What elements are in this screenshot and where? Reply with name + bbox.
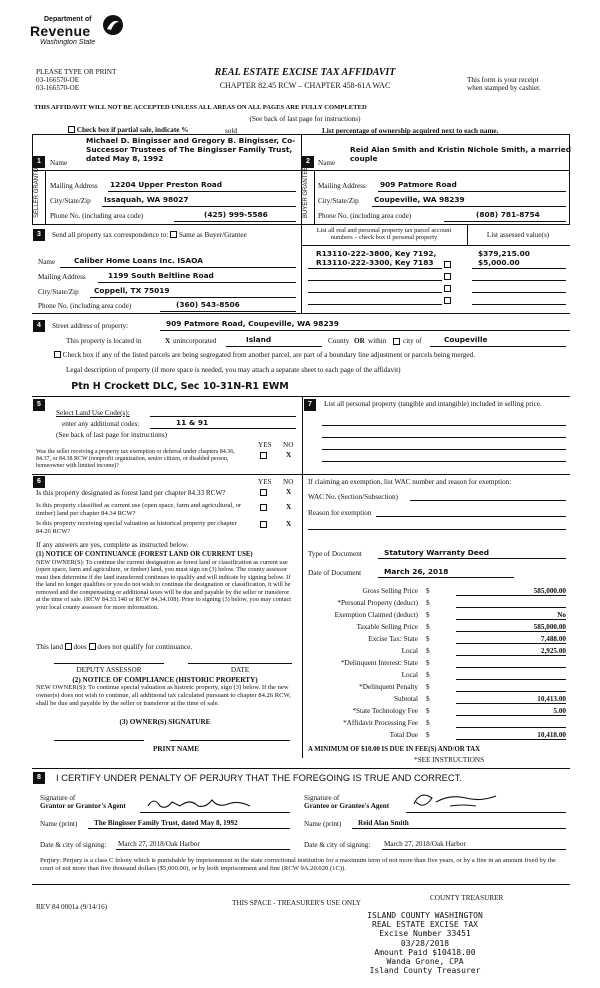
section-7-badge: 7: [304, 399, 316, 411]
tax-row-currency: $: [426, 611, 430, 619]
doc-date-label: Date of Document: [308, 569, 362, 577]
see-back-note: (See back of last page for instructions): [249, 115, 361, 123]
tax-row-label: *Affidavit Processing Fee: [343, 719, 418, 727]
buyer-name-line-1: Reid Alan Smith and Kristin Nichole Smith, a married: [350, 145, 572, 154]
personal-property-label: List all personal property (tangible and intangible) included in selling price.: [324, 400, 542, 408]
county-treasurer-label: COUNTY TREASURER: [430, 894, 504, 902]
grantor-sig-label-1: Signature of: [40, 794, 76, 802]
grantee-sig-label-2: Grantee or Grantee's Agent: [304, 802, 390, 811]
legal-label: Legal description of property (if more space is needed, you may attach a separate sheet to each page of the affidavit): [66, 366, 401, 374]
if-yes-note: If any answers are yes, complete as instructed below.: [36, 541, 189, 549]
receipt-note-2: when stamped by cashier.: [467, 84, 541, 92]
exemption-reason-label: Reason for exemption: [308, 509, 372, 517]
parcel-header-1: List all real and personal property tax parcel account: [316, 227, 452, 234]
warning-banner: THIS AFFIDAVIT WILL NOT BE ACCEPTED UNLESS ALL AREAS ON ALL PAGES ARE FULLY COMPLETED: [34, 104, 367, 111]
owner-signature-label: (3) OWNER(S) SIGNATURE: [119, 718, 211, 726]
notice-1-title: (1) NOTICE OF CONTINUANCE (FOREST LAND OR CURRENT USE): [36, 551, 253, 558]
parcel-2-personal-checkbox[interactable]: [444, 261, 451, 268]
stamp-line-3: Excise Number 33451: [379, 929, 471, 939]
treasurer-stamp: [320, 911, 530, 975]
street-label: Street address of property:: [52, 322, 129, 330]
doc-date: March 26, 2018: [384, 567, 449, 576]
treasurer-space: THIS SPACE - TREASURER'S USE ONLY: [232, 899, 361, 907]
property-city: Coupeville: [444, 335, 488, 344]
parcel-1: R13110-222-3800, Key 7192,: [316, 249, 437, 258]
grantor-name: The Bingisser Family Trust, dated May 8, 1992: [94, 819, 238, 827]
property-county: Island: [246, 335, 272, 344]
tax-row-value: 2,925.00: [456, 647, 566, 656]
corr-phone-label: Phone No. (including area code): [38, 302, 132, 310]
tax-row-value: 5.00: [456, 707, 566, 716]
continuance-row: [36, 643, 192, 651]
deputy-assessor-label: DEPUTY ASSESSOR: [76, 666, 142, 674]
county-label: County: [328, 337, 350, 345]
historic-answer[interactable]: X: [286, 520, 292, 528]
tax-row-value: 10,413.00: [456, 695, 566, 704]
dor-dept-line1: Department of: [44, 16, 92, 23]
seller-name-line-3: dated May 8, 1992: [86, 154, 164, 163]
notice-1-text: NEW OWNER(S): To continue the current designation as forest land or classification as current use (open space, farm and agriculture, or timber) land, you must sign on (3) below. The county assessor must then determine if the land transferred continues to qualify and will indicate by signing below. If the land no longer qualifies or you do not wish to continue the designation or classification, it will be removed and the compensating or additional taxes will be due and payable by the seller or transferor at the time of sale. (RCW 84.33.140 or RCW 84.34.108). Prior to signing (3) below, you may contact your local county assessor for more information.: [36, 559, 292, 611]
stamp-line-1: ISLAND COUNTY WASHINGTON: [367, 911, 483, 920]
ownership-note: List percentage of ownership acquired next to each name.: [322, 127, 499, 135]
tax-row-label: Total Due: [389, 731, 418, 739]
corr-city-label: City/State/Zip: [38, 288, 79, 296]
buyer-city-label: City/State/Zip: [318, 197, 359, 205]
buyer-mailing: 909 Patmore Road: [380, 180, 457, 189]
tax-row-currency: $: [426, 623, 430, 631]
corr-name: Caliber Home Loans Inc. ISAOA: [74, 256, 203, 265]
grantee-signature-mark: [410, 788, 500, 812]
tax-row-label: Excise Tax: State: [368, 635, 418, 643]
buyer-phone-label: Phone No. (including area code): [318, 212, 412, 220]
certify-statement: I CERTIFY UNDER PENALTY OF PERJURY THAT THE FOREGOING IS TRUE AND CORRECT.: [56, 772, 462, 783]
tax-row-label: *Delinquent Penalty: [359, 683, 418, 691]
tax-row-value: [456, 599, 566, 608]
form-subtitle: CHAPTER 82.45 RCW – CHAPTER 458-61A WAC: [219, 81, 391, 90]
corr-city: Coppell, TX 75019: [94, 286, 170, 295]
tax-row-value: No: [456, 611, 566, 620]
grantor-date: March 27, 2018/Oak Harbor: [118, 840, 200, 848]
partial-sale-checkbox[interactable]: [68, 126, 75, 133]
tax-row-label: Local: [401, 647, 418, 655]
print-name-label: PRINT NAME: [153, 745, 199, 753]
grantor-sig-label-2: Grantor or Grantor's Agent: [40, 802, 126, 811]
parcel-header-2: numbers – check box if personal property: [330, 234, 438, 242]
tax-row-label: Subtotal: [394, 695, 418, 703]
s5-see-back: (See back of last page for instructions): [56, 431, 167, 439]
see-instructions-note: *SEE INSTRUCTIONS: [414, 756, 485, 764]
tax-row-currency: $: [426, 659, 430, 667]
seller-side-label: SELLER GRANTOR: [34, 163, 40, 218]
perjury-text: Perjury: Perjury is a class C felony which is punishable by imprisonment in the state correctional institution for a maximum term of not more than five years, or by a fine in an amount fixed by the court of not more than five thousand dollars ($5,000.00), or by both imprisonment and fine (RCW 9A.20.020 (1C)).: [40, 857, 556, 872]
parcel-2: R13110-222-3300, Key 7183: [316, 258, 434, 267]
forest-yes-checkbox[interactable]: [260, 489, 267, 496]
parcel-header: [304, 227, 464, 242]
wac-number-label: WAC No. (Section/Subsection): [308, 493, 399, 501]
tax-row-label: Gross Selling Price: [362, 587, 418, 595]
land-use-label: Select Land Use Code(s):: [56, 409, 130, 417]
located-x: X: [165, 337, 171, 345]
tax-row-label: Local: [401, 671, 418, 679]
parcel-3-personal-checkbox[interactable]: [444, 273, 451, 280]
stamp-line-6: Wanda Grone, CPA: [386, 956, 464, 966]
tax-row-currency: $: [426, 707, 430, 715]
exemption-yes-checkbox[interactable]: [260, 452, 267, 459]
dor-dept-line3: Washington State: [40, 39, 96, 46]
seller-city: Issaquah, WA 98027: [104, 195, 189, 204]
stamp-line-2: REAL ESTATE EXCISE TAX: [372, 920, 478, 930]
grantor-sig-label: [40, 794, 126, 811]
section-1-badge: 1: [33, 156, 45, 168]
segregated-label: Check box if any of the listed parcels are being segregated from another parcel, are part of a boundary line adjustment or parcels being merged.: [62, 351, 475, 359]
corr-name-label: Name: [38, 258, 56, 266]
exemption-question: Was the seller receiving a property tax exemption or deferral under chapters 84.36, 84.37, or 84.38 RCW (nonprofit organization, senior citizen, or disabled person, homeowner with limited income)?: [36, 449, 235, 470]
tax-row-label: *Personal Property (deduct): [337, 599, 418, 607]
city-of-label: city of: [403, 337, 422, 345]
buyer-name-label: Name: [318, 159, 336, 167]
parcel-4-personal-checkbox[interactable]: [444, 285, 451, 292]
tax-row-value: [456, 671, 566, 680]
seller-mailing-label: Mailing Address: [50, 182, 98, 190]
correspondence-row: [52, 231, 247, 239]
tax-row-currency: $: [426, 671, 430, 679]
partial-sale-label: Check box if partial sale, indicate %: [76, 126, 189, 134]
perjury-notice: [40, 857, 566, 872]
assessed-header: List assessed value(s): [486, 231, 550, 239]
tax-row-currency: $: [426, 599, 430, 607]
tax-row-value: [456, 659, 566, 668]
grantor-signature-mark: [146, 794, 256, 812]
rev-number: REV 84 0001a (9/14/16): [36, 903, 108, 911]
corr-phone: (360) 543-8506: [176, 300, 240, 309]
tax-row-value: 7,488.00: [456, 635, 566, 644]
buyer-city: Coupeville, WA 98239: [374, 195, 465, 204]
s5-yes-header: YES: [258, 441, 272, 449]
wac-claim-label: If claiming an exemption, list WAC number and reason for exemption:: [308, 478, 512, 486]
seller-phone: (425) 999-5586: [204, 210, 268, 219]
grantee-date: March 27, 2018/Oak Harbor: [384, 840, 466, 848]
corr-mailing: 1199 South Beltline Road: [108, 271, 214, 280]
dor-dept-line2: Revenue: [30, 23, 91, 39]
stamp-line-7: Island County Treasurer: [369, 966, 481, 976]
doc-type: Statutory Warranty Deed: [384, 548, 490, 557]
historic-question: Is this property receiving special valuation as historical property per chapter 84.26 RCW?: [36, 520, 237, 535]
assessor-date-label: DATE: [230, 666, 250, 674]
section-4-badge: 4: [33, 320, 45, 332]
notice-2-text: NEW OWNER(S): To continue special valuation as historic property, sign (3) below. If the new owner(s) does not wish to continue, all additional tax calculated pursuant to chapter 84.26 RCW, shall be due and payable by the seller or transferor at the time of sale.: [36, 684, 291, 707]
grantor-date-label: Date & city of signing:: [40, 841, 107, 849]
does-not-qualify-checkbox[interactable]: [89, 643, 96, 650]
doc-type-label: Type of Document: [308, 550, 362, 558]
grantee-sig-label-1: Signature of: [304, 794, 340, 802]
tax-row-value: 585,000.00: [456, 587, 566, 596]
assessed-value-2: $5,000.00: [478, 258, 520, 267]
stamp-line-5: Amount Paid $10418.00: [374, 947, 476, 957]
grantee-date-label: Date & city of signing:: [304, 841, 371, 849]
forest-question: Is this property designated as forest land per chapter 84.33 RCW?: [36, 489, 226, 497]
current-use-answer[interactable]: X: [286, 503, 292, 511]
receipt-note-1: This form is your receipt: [467, 76, 539, 84]
form-number-1: 03-166570-OE: [36, 76, 80, 84]
seller-city-label: City/State/Zip: [50, 197, 91, 205]
tax-row-currency: $: [426, 587, 430, 595]
buyer-phone: (808) 781-8754: [476, 210, 540, 219]
tax-row-value: 585,000.00: [456, 623, 566, 632]
buyer-name-line-2: couple: [350, 154, 378, 163]
grantor-name-label: Name (print): [40, 820, 78, 828]
additional-codes-label: enter any additional codes:: [62, 420, 140, 428]
correspondence-label: Send all property tax correspondence to:: [52, 231, 169, 239]
located-label: This property is located in: [66, 337, 142, 345]
buyer-mailing-label: Mailing Address: [318, 182, 366, 190]
does-qualify-checkbox[interactable]: [65, 643, 72, 650]
section-2-badge: 2: [302, 156, 314, 168]
current-use-yes-checkbox[interactable]: [260, 504, 267, 511]
same-as-buyer-label: Same as Buyer/Grantee: [178, 231, 247, 239]
or-label: OR: [354, 337, 365, 345]
does-not-label: does not qualify for continuance.: [97, 643, 193, 651]
seller-name-line-1: Michael D. Bingisser and Gregory B. Bingisser, Co-: [86, 136, 296, 145]
same-as-buyer-checkbox[interactable]: [170, 231, 177, 238]
s6-no-header: NO: [283, 478, 294, 486]
tax-row-currency: $: [426, 647, 430, 655]
section-3-badge: 3: [33, 229, 45, 241]
historic-yes-checkbox[interactable]: [260, 521, 267, 528]
parcel-5-personal-checkbox[interactable]: [444, 297, 451, 304]
property-street: 909 Patmore Road, Coupeville, WA 98239: [166, 319, 339, 328]
dor-logo: [30, 12, 130, 56]
tax-row-label: Taxable Selling Price: [356, 623, 418, 631]
additional-codes: 11 & 91: [176, 418, 209, 427]
s6-yes-header: YES: [258, 478, 272, 486]
tax-row-label: *State Technology Fee: [352, 707, 418, 715]
section-6-badge: 6: [33, 476, 45, 488]
tax-row-value: 10,418.00: [456, 731, 566, 740]
stamp-line-4: 03/28/2018: [400, 938, 450, 948]
tax-row-currency: $: [426, 719, 430, 727]
unincorporated-label: unincorporated: [173, 337, 217, 345]
tax-row-currency: $: [426, 695, 430, 703]
dor-logo-mark: [102, 14, 124, 36]
tax-row-currency: $: [426, 731, 430, 739]
tax-row-label: Exemption Claimed (deduct): [334, 611, 418, 619]
within-label: within: [368, 337, 387, 345]
tax-row-currency: $: [426, 635, 430, 643]
legal-description: Ptn H Crockett DLC, Sec 10-31N-R1 EWM: [71, 381, 289, 392]
tax-row-currency: $: [426, 683, 430, 691]
notice-2-title: (2) NOTICE OF COMPLIANCE (HISTORIC PROPERTY): [72, 676, 258, 684]
within-city-checkbox[interactable]: [393, 338, 400, 345]
buyer-side-label: BUYER GRANTEE: [303, 166, 309, 218]
tax-row-value: [456, 719, 566, 728]
form-title: REAL ESTATE EXCISE TAX AFFIDAVIT: [214, 67, 396, 78]
exemption-answer[interactable]: X: [286, 451, 292, 459]
grantee-name-label: Name (print): [304, 820, 342, 828]
form-number-2: 03-166570-OE: [36, 84, 80, 92]
grantee-sig-label: [304, 794, 389, 811]
section-5-badge: 5: [33, 399, 45, 411]
segregated-checkbox[interactable]: [54, 351, 61, 358]
section-8-badge: 8: [33, 772, 45, 784]
assessed-value-1: $379,215.00: [478, 249, 530, 258]
s5-no-header: NO: [283, 441, 294, 449]
tax-row-label: *Delinquent Interest: State: [340, 659, 418, 667]
seller-name-line-2: Successor Trustees of The Bingisser Family Trust,: [86, 145, 293, 154]
forest-answer[interactable]: X: [286, 488, 292, 496]
this-land-label: This land: [36, 643, 63, 651]
does-label: does: [73, 643, 87, 651]
current-use-question: Is this property classified as current use (open space, farm and agricultural, or timber) land per chapter 84.34 RCW?: [36, 502, 242, 517]
seller-name-label: Name: [50, 159, 68, 167]
minimum-note: A MINIMUM OF $10.00 IS DUE IN FEE(S) AND/OR TAX: [308, 746, 481, 753]
grantee-name: Reid Alan Smith: [358, 819, 409, 827]
tax-row-value: [456, 683, 566, 692]
seller-mailing: 12204 Upper Preston Road: [110, 180, 223, 189]
type-or-print: PLEASE TYPE OR PRINT: [36, 68, 117, 76]
sold-label: sold: [225, 127, 237, 135]
seller-phone-label: Phone No. (including area code): [50, 212, 144, 220]
corr-mailing-label: Mailing Address: [38, 273, 86, 281]
segregated-row: [54, 351, 475, 359]
